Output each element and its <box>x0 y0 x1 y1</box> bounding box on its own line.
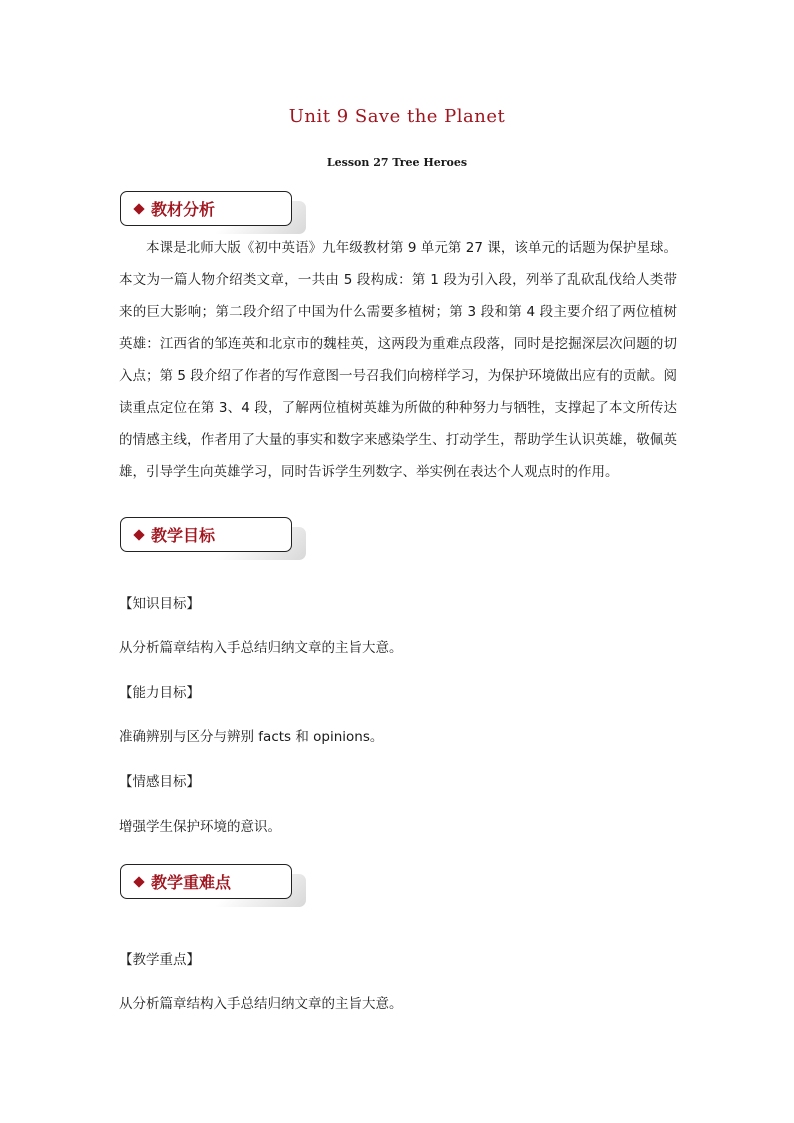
section-header-box <box>120 191 292 226</box>
section-header-box <box>120 864 292 899</box>
ability-goal-text: 准确辨别与区分与辨别 facts 和 opinions。 <box>119 729 384 745</box>
diamond-bullet-icon <box>133 876 144 887</box>
lesson-subtitle: Lesson 27 Tree Heroes <box>326 156 468 169</box>
section-label-analysis: 教材分析 <box>151 200 216 219</box>
section-header-analysis <box>120 191 294 227</box>
section-header-goals <box>120 517 294 553</box>
focus-text: 从分析篇章结构入手总结归纳文章的主旨大意。 <box>119 996 403 1012</box>
section-label-keypoints: 教学重难点 <box>151 873 232 892</box>
diamond-bullet-icon <box>133 203 144 214</box>
section-header-keypoints <box>120 864 294 900</box>
section-header-box <box>120 517 292 552</box>
section-label-goals: 教学目标 <box>151 526 216 545</box>
ability-goal-heading: 【能力目标】 <box>119 685 200 701</box>
emotion-goal-text: 增强学生保护环境的意识。 <box>119 819 281 835</box>
analysis-paragraph: 本课是北师大版《初中英语》九年级教材第 9 单元第 27 课，该单元的话题为保护星球。本文为一篇人物介绍类文章，一共由 5 段构成：第 1 段为引入段，列举了乱砍乱伐给人类带来的巨大影响；第二段介绍了中国为什么需要多植树；第 3 段和第 4 段主要介绍了两位植树英雄：江西省的邹连英和北京市的魏桂英，这两段为重难点段落，同时是挖掘深层次问题的切入点；第 5 段介绍了作者的写作意图一号召我们向榜样学习，为保护环境做出应有的贡献。阅读重点定位在第 3、4 段，了解两位植树英雄为所做的种种努力与牺牲，支撑起了本文所传达的情感主线，作者用了大量的事实和数字来感染学生、打动学生，帮助学生认识英雄，敬佩英雄，引导学生向英雄学习，同时告诉学生列数字、举实例在表达个人观点时的作用。 <box>119 240 677 480</box>
page-title: Unit 9 Save the Planet <box>288 106 506 127</box>
knowledge-goal-heading: 【知识目标】 <box>119 596 200 612</box>
emotion-goal-heading: 【情感目标】 <box>119 774 200 790</box>
focus-heading: 【教学重点】 <box>119 952 200 968</box>
diamond-bullet-icon <box>133 529 144 540</box>
knowledge-goal-text: 从分析篇章结构入手总结归纳文章的主旨大意。 <box>119 640 403 656</box>
